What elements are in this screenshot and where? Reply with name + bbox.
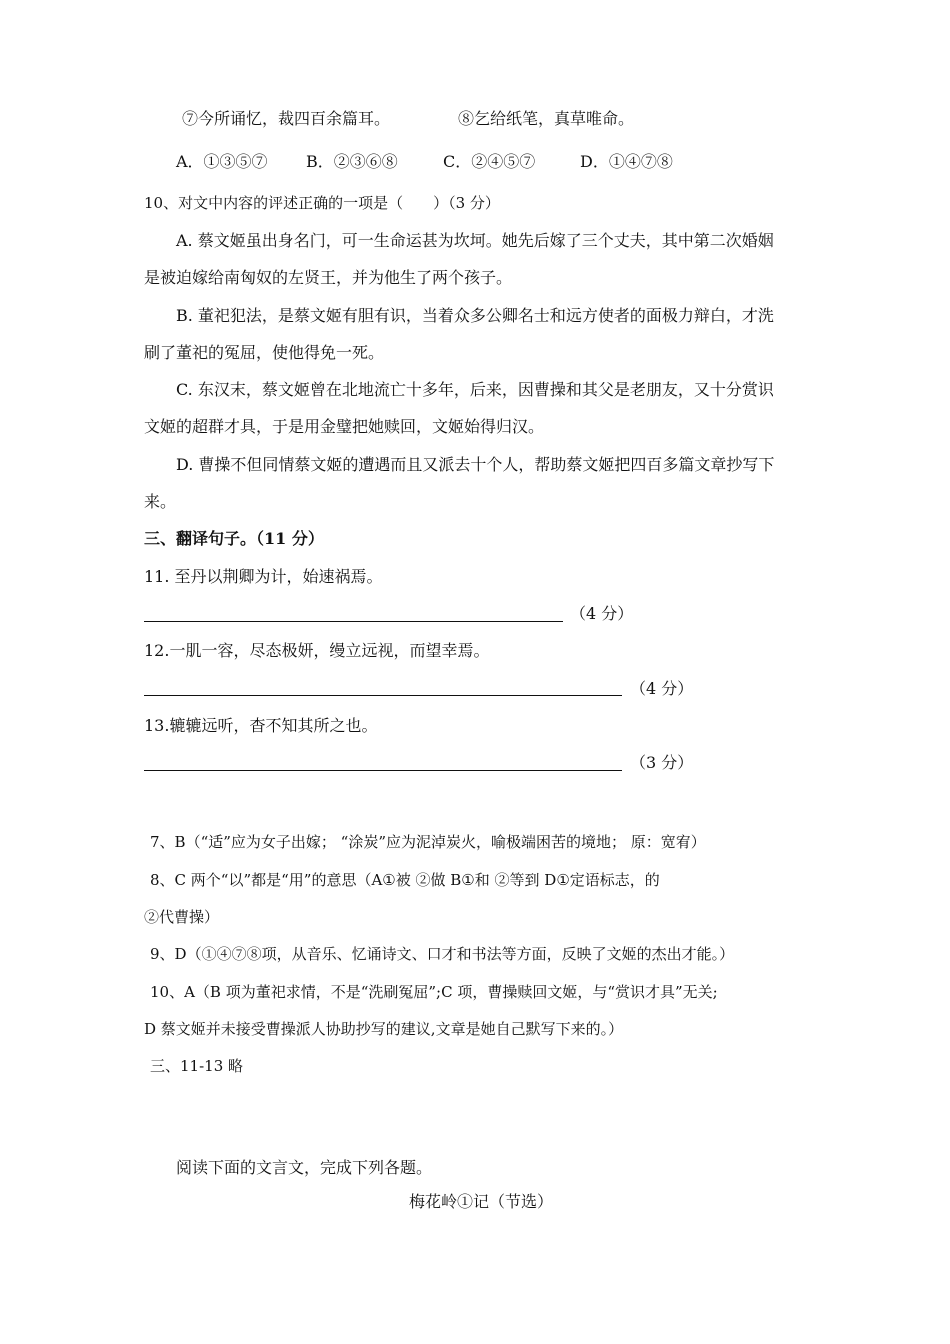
answer-11-13: 三、11-13 略	[150, 1057, 244, 1075]
answer-8-line1: 8、C 两个“以”都是“用”的意思（A①被 ②做 B①和 ②等到 D①定语标志，的	[150, 871, 660, 889]
q11-score: （4 分）	[570, 604, 634, 623]
q10-option-a-line1: A. 蔡文姬虽出身名门，可一生命运甚为坎坷。她先后嫁了三个丈夫，其中第二次婚姻	[176, 231, 774, 250]
answer-10-line2: D 蔡文姬并未接受曹操派人协助抄写的建议,文章是她自己默写下来的。）	[144, 1020, 624, 1038]
answer-8-line2: ②代曹操）	[144, 908, 220, 926]
q13-text: 13.辘辘远听，杳不知其所之也。	[144, 716, 378, 735]
q10-option-a-line2: 是被迫嫁给南匈奴的左贤王，并为他生了两个孩子。	[144, 268, 513, 287]
q10-option-c-line1: C. 东汉末，蔡文姬曾在北地流亡十多年，后来，因曹操和其父是老朋友，又十分赏识	[176, 380, 774, 399]
q10-option-b-line1: B. 董祀犯法，是蔡文姬有胆有识，当着众多公卿名士和远方使者的面极力辩白，才洗	[176, 306, 774, 325]
answer-7: 7、B（“适”应为女子出嫁； “涂炭”应为泥淖炭火，喻极端困苦的境地； 原：宽宥）	[150, 833, 706, 851]
q9-option-d: D．①④⑦⑧	[580, 152, 673, 171]
q12-answer-line[interactable]	[144, 695, 622, 696]
q11-answer-line[interactable]	[144, 621, 563, 622]
section3-heading: 三、翻译句子。（11 分）	[144, 529, 324, 548]
q9-option-c: C．②④⑤⑦	[443, 152, 536, 171]
reading-instruction: 阅读下面的文言文，完成下列各题。	[176, 1158, 433, 1177]
reading-title: 梅花岭①记（节选）	[409, 1192, 554, 1211]
answer-10-line1: 10、A（B 项为董祀求情，不是“洗刷冤屈”;C 项，曹操赎回文姬，与“赏识才具”无关;	[150, 983, 718, 1001]
q11-text: 11. 至丹以荆卿为计，始速祸焉。	[144, 567, 383, 586]
q10-option-d-line2: 来。	[144, 492, 177, 511]
q9-item-8: ⑧乞给纸笔，真草唯命。	[458, 109, 635, 128]
q13-score: （3 分）	[630, 753, 694, 772]
q10-option-d-line1: D. 曹操不但同情蔡文姬的遭遇而且又派去十个人，帮助蔡文姬把四百多篇文章抄写下	[176, 455, 775, 474]
q9-item-7: ⑦今所诵忆，裁四百余篇耳。	[182, 109, 391, 128]
q12-text: 12.一肌一容，尽态极妍，缦立远视，而望幸焉。	[144, 641, 490, 660]
q10-option-b-line2: 刷了董祀的冤屈，使他得免一死。	[144, 343, 385, 362]
q9-option-a: A．①③⑤⑦	[176, 152, 268, 171]
q12-score: （4 分）	[630, 679, 694, 698]
q13-answer-line[interactable]	[144, 770, 622, 771]
q9-option-b: B．②③⑥⑧	[306, 152, 398, 171]
q10-option-c-line2: 文姬的超群才具，于是用金璧把她赎回，文姬始得归汉。	[144, 417, 545, 436]
answer-9: 9、D（①④⑦⑧项，从音乐、忆诵诗文、口才和书法等方面，反映了文姬的杰出才能。）	[150, 945, 735, 963]
q10-stem: 10、对文中内容的评述正确的一项是（ ）（3 分）	[144, 194, 500, 212]
